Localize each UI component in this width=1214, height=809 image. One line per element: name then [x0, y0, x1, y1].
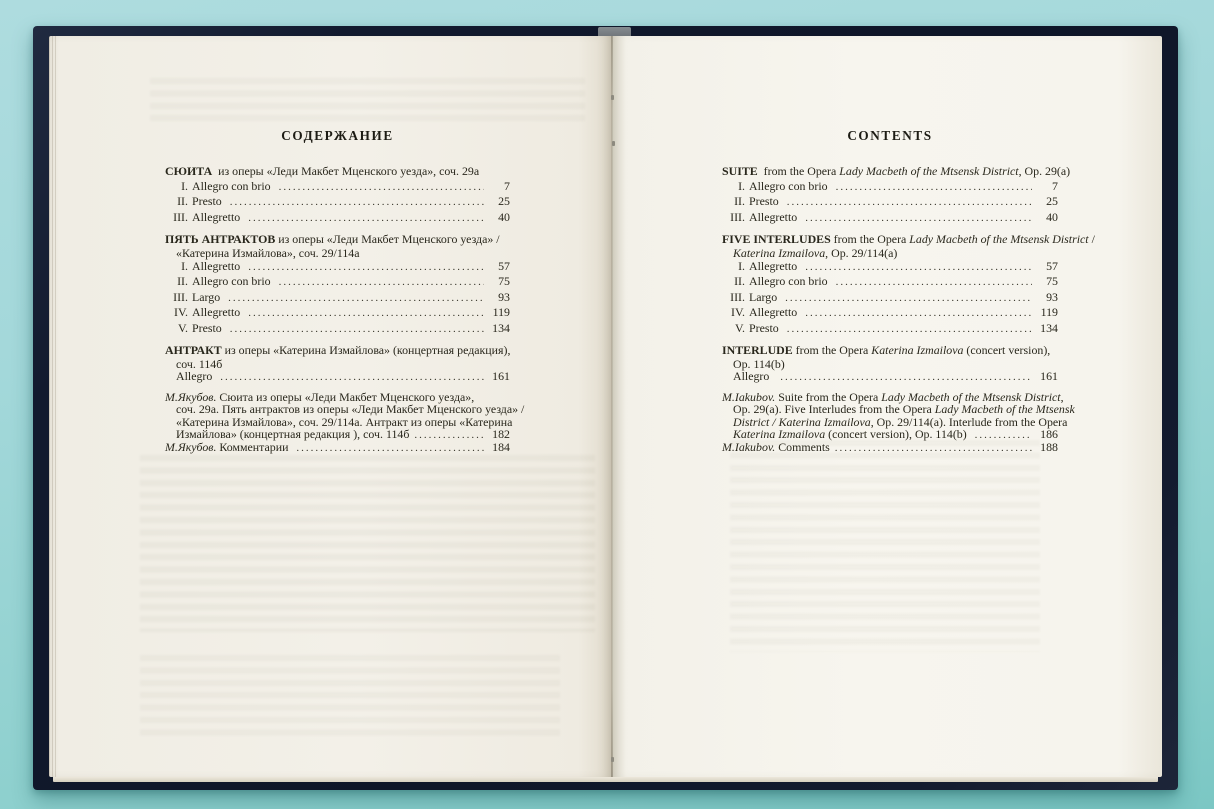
text-run: , Op. 29(a)	[1018, 164, 1071, 178]
text-run: SUITE	[722, 164, 758, 178]
dot-leader	[836, 274, 1032, 290]
text-run: from the Opera	[792, 343, 872, 358]
toc-text	[192, 259, 243, 274]
page-number: 7	[1052, 178, 1058, 193]
page-number: 75	[1046, 274, 1058, 289]
toc-item	[722, 194, 1058, 210]
page-number: 25	[498, 194, 510, 208]
text-run: Комментарии	[216, 440, 292, 455]
text-run: Presto	[749, 320, 782, 335]
page-number: 134	[1040, 320, 1058, 335]
item-numeral: II.	[177, 194, 188, 208]
book-pages	[49, 36, 1162, 777]
text-run: Allegretto	[192, 305, 244, 320]
text-run: /	[1088, 232, 1095, 246]
text-run: СЮИТА	[165, 164, 213, 178]
dot-leader	[975, 428, 1032, 441]
dot-leader	[785, 290, 1032, 306]
dot-leader	[279, 179, 484, 195]
toc-text	[722, 343, 1050, 358]
text-run: Allegretto	[749, 209, 801, 224]
toc-item	[165, 305, 510, 321]
toc-text	[192, 179, 274, 194]
toc-line	[165, 428, 510, 441]
toc-item	[722, 274, 1058, 290]
dot-leader	[836, 179, 1032, 195]
page-number: 182	[492, 426, 510, 441]
text-run: Comments	[775, 440, 830, 455]
text-run: соч. 114б	[176, 356, 223, 371]
page-number: 119	[1040, 305, 1058, 320]
text-run: from the Opera	[757, 164, 840, 178]
text-run: «Катерина Измайлова», соч. 29/114а. Антракт из оперы «Катерина	[176, 414, 513, 429]
dot-leader	[248, 259, 484, 275]
text-run: из оперы «Леди Макбет Мценского уезда» /	[275, 232, 500, 246]
toc-section	[722, 343, 1058, 383]
text-run: из оперы «Леди Макбет Мценского уезда», соч. 29а	[212, 164, 480, 178]
right-page	[612, 36, 1162, 777]
toc-item	[722, 259, 1058, 275]
text-run: Largo	[192, 289, 224, 304]
dot-leader	[230, 321, 484, 337]
toc-section	[165, 164, 510, 225]
toc-line	[722, 370, 1058, 383]
toc-item	[722, 179, 1058, 195]
page-number: 93	[498, 289, 510, 304]
page-number: 161	[492, 369, 510, 384]
text-run: Lady Macbeth of the Mtsensk	[934, 402, 1075, 417]
toc-section	[722, 232, 1095, 336]
toc-item	[165, 321, 510, 337]
item-numeral: II.	[734, 274, 745, 289]
toc-section-title	[722, 232, 1095, 247]
page-number: 25	[1046, 194, 1058, 208]
toc-line	[165, 247, 510, 259]
text-run: Allegro	[176, 369, 216, 384]
toc-text	[192, 321, 225, 336]
text-run: Katerina Izmailova	[733, 426, 826, 441]
toc-line	[722, 428, 1058, 441]
item-numeral: I.	[738, 178, 745, 193]
dot-leader	[296, 441, 484, 454]
page-number: 40	[1046, 209, 1058, 224]
page-number: 93	[1046, 289, 1058, 304]
dot-leader	[805, 210, 1032, 226]
dot-leader	[414, 428, 484, 441]
text-run: Allegretto	[192, 209, 244, 224]
text-run: Op. 114(b)	[733, 356, 785, 371]
item-numeral: III.	[730, 209, 745, 224]
text-run: Allegretto	[749, 305, 801, 320]
toc-section	[165, 232, 510, 336]
item-numeral: I.	[181, 178, 188, 193]
toc-text	[749, 274, 831, 289]
text-run: Allegro con brio	[192, 274, 274, 289]
toc-text	[749, 194, 782, 209]
text-run: «Катерина Измайлова», соч. 29/114а	[176, 245, 360, 260]
text-run: из оперы «Катерина Измайлова» (концертная редакция),	[221, 343, 511, 358]
toc-text	[192, 210, 243, 225]
toc-text	[192, 290, 223, 305]
page-showthrough	[730, 440, 1040, 652]
toc-item	[165, 210, 510, 226]
toc-heading-en: CONTENTS	[847, 128, 933, 143]
dot-leader	[835, 441, 1032, 454]
page-showthrough	[140, 655, 560, 742]
text-run: АНТРАКТ	[165, 343, 222, 358]
dot-leader	[279, 274, 484, 290]
text-run: Lady Macbeth of the Mtsensk District	[881, 389, 1061, 404]
toc-section	[722, 389, 1075, 455]
text-run: М.Якубов.	[165, 389, 217, 404]
dot-leader	[805, 305, 1032, 321]
toc-section-title	[165, 164, 510, 179]
text-run: Сюита из оперы «Леди Макбет Мценского уезда»,	[216, 389, 475, 404]
page-number: 188	[1040, 440, 1058, 455]
text-run: Presto	[192, 194, 225, 208]
text-run: Allegro con brio	[749, 178, 831, 193]
dot-leader	[805, 259, 1032, 275]
text-run: FIVE INTERLUDES	[722, 232, 831, 246]
dot-leader	[780, 370, 1032, 383]
binding-stitch	[611, 95, 614, 100]
toc-text	[722, 232, 1095, 247]
text-run: Allegro	[733, 369, 776, 384]
toc-item	[165, 274, 510, 290]
toc-text	[192, 274, 274, 289]
toc-text	[733, 247, 897, 259]
item-numeral: IV.	[731, 305, 745, 320]
text-run: Suite from the Opera	[775, 389, 882, 404]
text-run: Allegretto	[749, 258, 801, 273]
text-run: Измайлова» (концертная редакция ), соч. 114б	[176, 426, 410, 441]
dot-leader	[248, 305, 484, 321]
text-run: Largo	[749, 289, 781, 304]
page-showthrough	[140, 455, 595, 632]
toc-text	[165, 343, 510, 358]
toc-section	[722, 164, 1071, 225]
page-number: 7	[504, 178, 510, 193]
page-number: 57	[498, 258, 510, 273]
toc-heading-ru: СОДЕРЖАНИЕ	[281, 128, 394, 143]
toc-text	[749, 179, 831, 194]
left-page	[49, 36, 612, 777]
toc-line	[165, 441, 510, 454]
toc-section	[165, 343, 510, 383]
text-run: District / Katerina Izmailova	[733, 414, 871, 429]
page-number: 75	[498, 274, 510, 289]
toc-section	[165, 389, 525, 455]
binding-stitch	[611, 757, 614, 762]
toc-item	[722, 290, 1058, 306]
toc-section-title	[165, 232, 510, 247]
dot-leader	[787, 321, 1032, 337]
text-run: ПЯТЬ АНТРАКТОВ	[165, 232, 276, 246]
toc-section-title	[165, 343, 510, 358]
toc-text	[722, 441, 830, 453]
toc-text	[176, 370, 215, 382]
toc-blocks	[165, 164, 525, 455]
item-numeral: I.	[181, 258, 188, 273]
item-numeral: III.	[173, 209, 188, 224]
toc-russian	[165, 128, 525, 455]
toc-english	[722, 128, 1095, 455]
book-cover	[33, 26, 1178, 790]
item-numeral: I.	[738, 258, 745, 273]
item-numeral: II.	[734, 194, 745, 208]
toc-section-title	[722, 343, 1058, 358]
text-run: Katerina Izmailova	[871, 343, 964, 358]
toc-text	[176, 247, 360, 259]
page-number: 57	[1046, 258, 1058, 273]
toc-text	[749, 259, 800, 274]
toc-text	[749, 305, 800, 320]
page-number: 119	[492, 305, 510, 320]
toc-item	[165, 179, 510, 195]
toc-blocks	[722, 164, 1095, 455]
text-run: Allegro con brio	[749, 274, 831, 289]
dot-leader	[248, 210, 484, 226]
toc-item	[722, 210, 1058, 226]
toc-text	[722, 164, 1070, 179]
page-number: 184	[492, 440, 510, 455]
toc-text	[749, 210, 800, 225]
page-number: 134	[492, 320, 510, 335]
dot-leader	[787, 194, 1032, 210]
toc-item	[722, 305, 1058, 321]
item-numeral: II.	[177, 274, 188, 289]
item-numeral: III.	[730, 289, 745, 304]
text-run: ,	[1060, 389, 1064, 404]
item-numeral: V.	[734, 320, 745, 335]
text-run: Lady Macbeth of the Mtsensk District	[839, 164, 1019, 178]
toc-text	[749, 290, 780, 305]
page-number: 161	[1040, 369, 1058, 384]
text-run: Presto	[192, 320, 225, 335]
toc-text	[733, 428, 970, 440]
toc-item	[722, 321, 1058, 337]
toc-text	[192, 194, 225, 209]
page-number: 186	[1040, 426, 1058, 441]
page-showthrough	[150, 78, 585, 126]
text-run: Op. 29(a). Five Interludes from the Opera	[733, 402, 935, 417]
text-run: (concert version),	[963, 343, 1051, 358]
text-run: Allegro con brio	[192, 178, 274, 193]
text-run: , Op. 29/114(a)	[825, 245, 898, 260]
text-run: Katerina Izmailova	[733, 245, 826, 260]
text-run: M.Iakubov.	[722, 440, 776, 455]
toc-item	[165, 259, 510, 275]
toc-item	[165, 194, 510, 210]
toc-text	[733, 370, 775, 382]
toc-text	[165, 164, 479, 179]
text-run: , Op. 29/114(a). Interlude from the Opera	[870, 414, 1068, 429]
page-number: 40	[498, 209, 510, 224]
toc-line	[165, 358, 510, 370]
toc-text	[165, 232, 500, 247]
item-numeral: V.	[177, 320, 188, 335]
text-run: Presto	[749, 194, 782, 208]
text-run: соч. 29а. Пять антрактов из оперы «Леди Макбет Мценского уезда» /	[176, 402, 525, 417]
toc-section-title	[722, 164, 1071, 179]
text-run: Allegretto	[192, 258, 244, 273]
toc-line	[722, 441, 1058, 454]
text-run: M.Iakubov.	[722, 389, 776, 404]
text-run: М.Якубов.	[165, 440, 217, 455]
dot-leader	[230, 194, 484, 210]
text-run: from the Opera	[830, 232, 910, 246]
text-run: (concert version), Op. 114(b)	[825, 426, 970, 441]
item-numeral: III.	[173, 289, 188, 304]
toc-text	[192, 305, 243, 320]
toc-text	[749, 321, 782, 336]
text-run: INTERLUDE	[722, 343, 793, 358]
text-run: Lady Macbeth of the Mtsensk District	[909, 232, 1089, 246]
toc-line	[722, 247, 1058, 259]
toc-text	[176, 428, 409, 440]
toc-item	[165, 290, 510, 306]
dot-leader	[228, 290, 484, 306]
toc-text	[165, 441, 291, 453]
item-numeral: IV.	[174, 305, 188, 320]
toc-line	[165, 370, 510, 383]
binding-stitch	[612, 141, 615, 146]
book-gutter	[611, 36, 613, 777]
dot-leader	[220, 370, 484, 383]
